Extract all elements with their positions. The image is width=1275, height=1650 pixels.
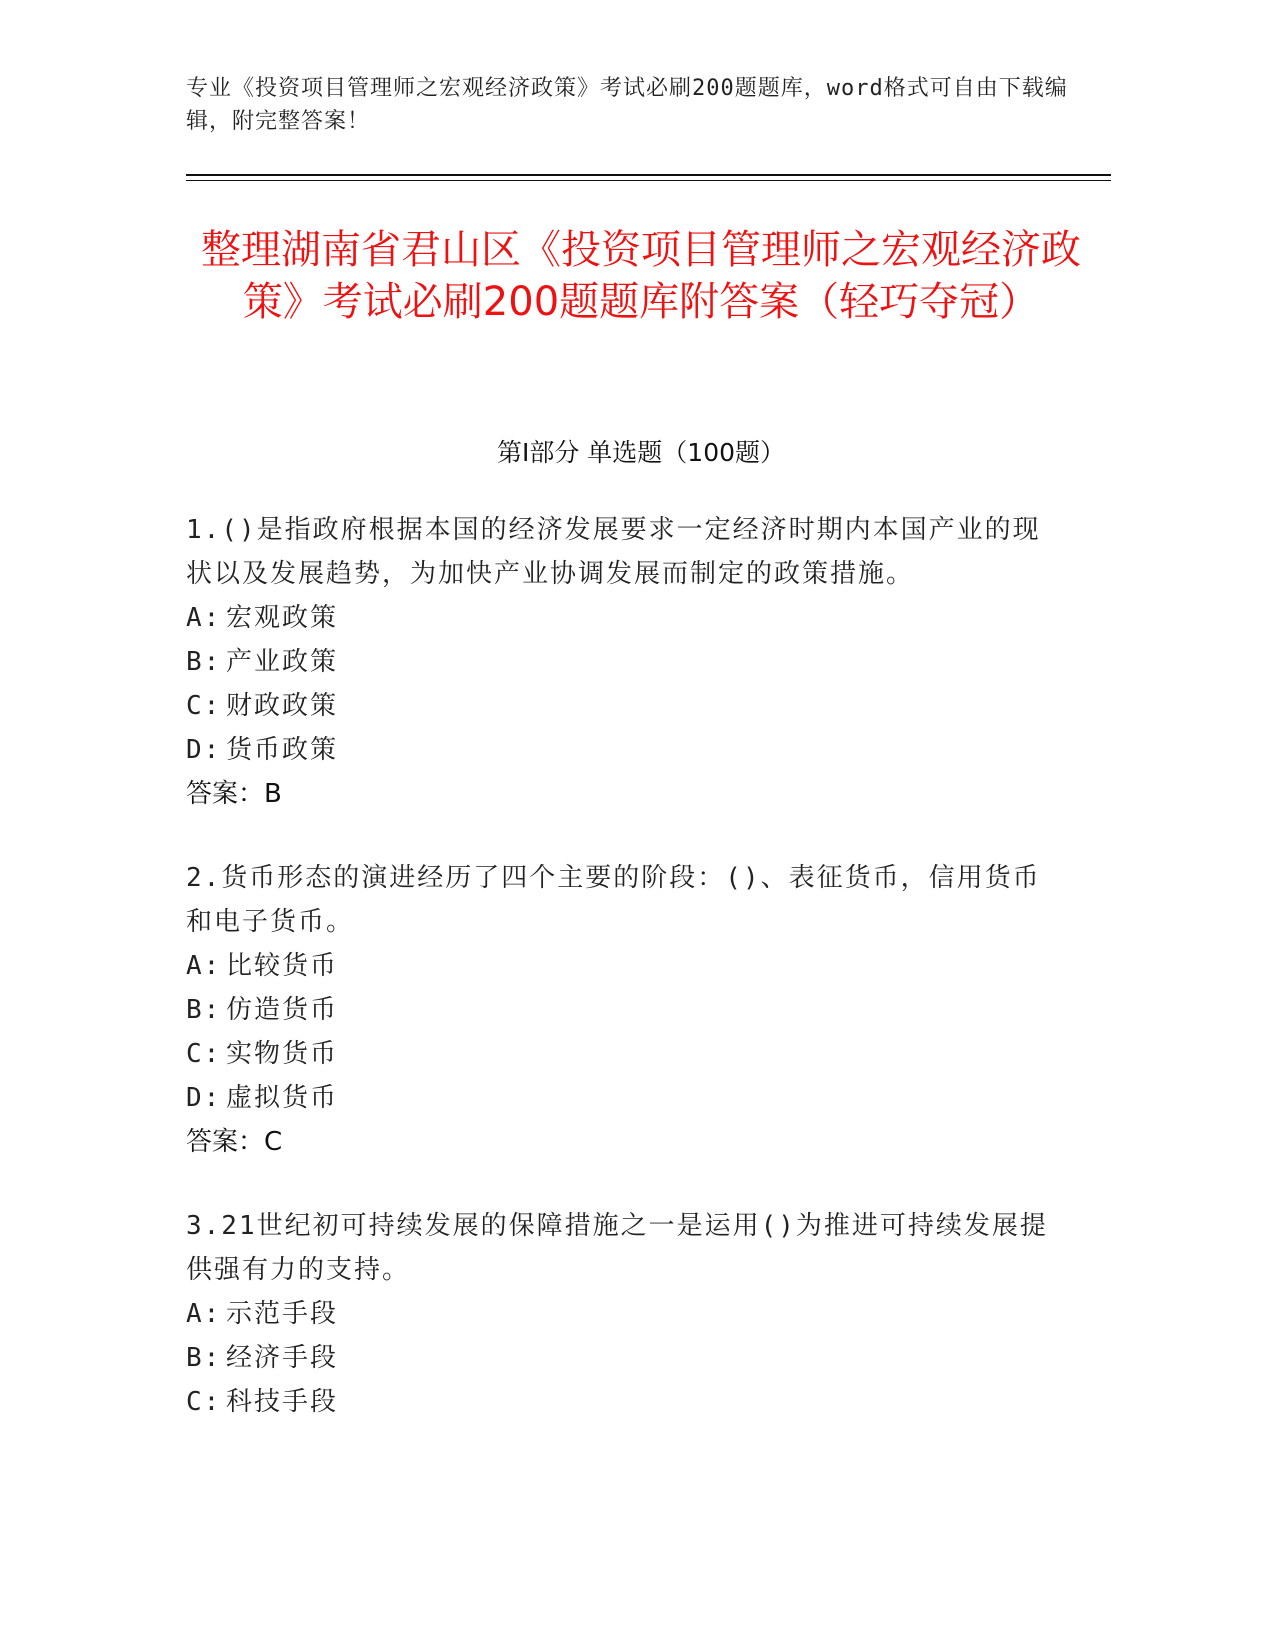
option-label: 示范手段 [226,1299,339,1329]
option-key: A: [186,951,222,981]
option-b [186,1336,1086,1380]
header-note: 专业《投资项目管理师之宏观经济政策》考试必刷200题题库，word格式可自由下载编辑，附完整答案！ [186,76,1068,134]
option-key: C: [186,1039,222,1069]
question-1 [186,508,1086,816]
option-label: 财政政策 [226,691,339,721]
option-d [186,1076,1086,1120]
option-key: B: [186,647,222,677]
option-a [186,944,1086,988]
option-key: D: [186,1083,222,1113]
option-label: 货币政策 [226,735,339,765]
option-label: 科技手段 [226,1387,339,1417]
option-c [186,684,1086,728]
option-c [186,1032,1086,1076]
option-label: 比较货币 [226,951,339,981]
document-title: 整理湖南省君山区《投资项目管理师之宏观经济政策》考试必刷200题题库附答案（轻巧夺冠） [201,227,1081,325]
question-text: 2.货币形态的演进经历了四个主要的阶段：()、表征货币，信用货币和电子货币。 [186,863,1041,937]
option-label: 产业政策 [226,647,339,677]
answer-line: 答案：B [186,779,282,809]
section-heading: 第I部分 单选题（100题） [496,438,786,467]
option-key: A: [186,603,222,633]
question-2 [186,856,1086,1164]
answer-line: 答案：C [186,1127,283,1157]
option-c [186,1380,1086,1424]
header-rule-thick [186,174,1111,176]
option-key: B: [186,1343,222,1373]
option-key: D: [186,735,222,765]
option-b [186,988,1086,1032]
option-a [186,596,1086,640]
option-label: 宏观政策 [226,603,339,633]
question-text: 3.21世纪初可持续发展的保障措施之一是运用()为推进可持续发展提供强有力的支持。 [186,1211,1048,1285]
option-key: C: [186,691,222,721]
question-text: 1.()是指政府根据本国的经济发展要求一定经济时期内本国产业的现状以及发展趋势，为加快产业协调发展而制定的政策措施。 [186,515,1041,589]
option-key: A: [186,1299,222,1329]
option-label: 经济手段 [226,1343,339,1373]
option-b [186,640,1086,684]
option-key: B: [186,995,222,1025]
option-label: 实物货币 [226,1039,339,1069]
option-label: 仿造货币 [226,995,339,1025]
option-d [186,728,1086,772]
header-rule-thin [186,180,1111,181]
option-key: C: [186,1387,222,1417]
option-label: 虚拟货币 [226,1083,339,1113]
question-3 [186,1204,1086,1424]
option-a [186,1292,1086,1336]
